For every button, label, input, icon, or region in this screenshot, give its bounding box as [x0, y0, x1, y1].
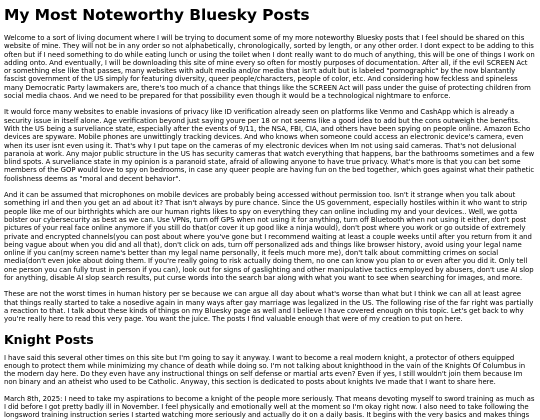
intro-paragraph-1: Welcome to a sort of living document where I will be trying to document some of my more noteworthy Bluesky posts that I feel should be shared on this website of mine. They will not be in any order so not alphabetically, chronologically, sorted by length, or any other order. I dont expect to be adding to this often but if I need something to do while eating lunch or using the toilet when I dont really want to do much of anything, this will be one of things I work on adding onto. And eventually, I will be downloading this site of mine every so often for mostly purposes of documentation. After all, if the evil SCREEN Act or something else like that passes, many websites with adult media and/or media that isn't adult but is labeled "pornographic" by the now blantantly fascist government of the US simply for featuring diversity, queer people/characters, people of color, etc. And considering how feckless and spineless many Democratic Party lawmakers are, there's too much of a chance that things like the SCREEN Act will pass under the guise of protecting children from social media chaos. And we need to be prepared for that possibility even though it would be a technological nightmare to enforce. [4, 34, 535, 101]
section-heading-knight-posts: Knight Posts [4, 331, 94, 347]
knight-paragraph-2: March 8th, 2025: I need to take my aspirations to become a knight of the people more seriously. That means devoting myself to sword training as much as I did before I got pretty badly ill in November. I feel physically and emotionally well at the moment so I'm okay right now. I also need to take following the longsword training instruction series I started watching more seriously and actually do it on a daily basis. It begins with the very basics and makes things [4, 394, 535, 420]
intro-paragraph-3: And it can be assumed that microphones on mobile devices are probably being accessed without permission too. Isn't it strange when you talk about something irl and then you get an ad about it? That isn't always by pure chance. Since the US government, especially hostiles within it who want to strip people like me of our birthrights which are our human rights likes to spy on everything they can online including my and your devices.. Well, we gotta bolster our cybersecurity as best as we can. Use VPNs, turn off GPS when not using it for anything, turn off Bluetooth when not using it either, don't post pictures of your real face online anymore if you still do that(or cover it up good like a ninja would), don't post where you work or go outside of extremely private and encrypted channels(you can post about where you've gone but I recommend waiting at least a couple weeks until after you return from it and being vague about when you did and all that), don't click on ads, turn off personalized ads and things like browser history, avoid using your legal name online if you can(my screen name's better than my legal name personally, it feels much more me), don't talk about committing crimes on social media(don't even joke about doing them. If you're really going to risk actually doing them, no one can know you plan to or even after you did it. Only tell one person you can fully trust in person if you can), look out for signs of gaslighting and other manipulative tactics employed by abusers, don't use AI slop for anything, disable AI slop search results, put curse words into the search bar along with what you want to see when searching for images, and more. [4, 191, 534, 283]
page-title: My Most Noteworthy Bluesky Posts [4, 6, 310, 24]
intro-paragraph-4: These are not the worst times in human history per se because we can argue all day about what's worse than what but I think we can all at least agree that things really started to take a nosedive again in many ways after gay marriage was legalized in the US. The following rise of the far right was partially a reaction to that. I talk about these kinds of things on my Bluesky page as well and I believe I have covered enough on this topic. Let's get back to why you're really here to read this very page. You want the juice. The posts I find valuable enough that were of my creation to put on here. [4, 290, 534, 324]
intro-paragraph-2: It would force many websites to enable invasions of privacy like ID verification already seen on platforms like Venmo and CashApp which is already a security issue in itself alone. Age verification beyond just saying youre per 18 or not seems like a good idea to add but the cons outweigh the benefits. With the US being a surveliance state, especially after the events of 9/11, the NSA, FBI, CIA, and others have been spying on people online. Amazon Echo devices are spyware. Mobile phones are unwittingly tracking devices. And who knows when someone could access an electronic device's camera, even when its user isnt even using it. That's why I put tape on the cameras of my electronic devices when Im not using said cameras. That's not delusional paranoia at work. Any major public structure in the US has security cameras that watch everything that happens, bar the bathrooms sometimes and a few blind spots. A surveliance state in my opinion is a paranoid state, afraid of allowing anyone to have true privacy. What's more is that you can bet some members of the GOP would love to spy on bedrooms, in case any queer people are having fun on the bed together, which goes against what their pathetic foolishness deems as "moral and decent behavior". [4, 108, 535, 183]
knight-paragraph-1: I have said this several other times on this site but I'm going to say it anyway. I want to become a real modern knight, a protector of others equipped enough to protect them while minimizing my chance of death while doing so. I'm not talking about knighthood in the vain of the Knights Of Columbus in the modern day here. Do they even have any instructional things on self defense or martial arts even? Even if yes, I still wouldn't join them because Im non binary and an atheist who used to be Catholic. Anyway, this section is dedicated to posts about knights Ive made that I want to share here. [4, 353, 526, 387]
